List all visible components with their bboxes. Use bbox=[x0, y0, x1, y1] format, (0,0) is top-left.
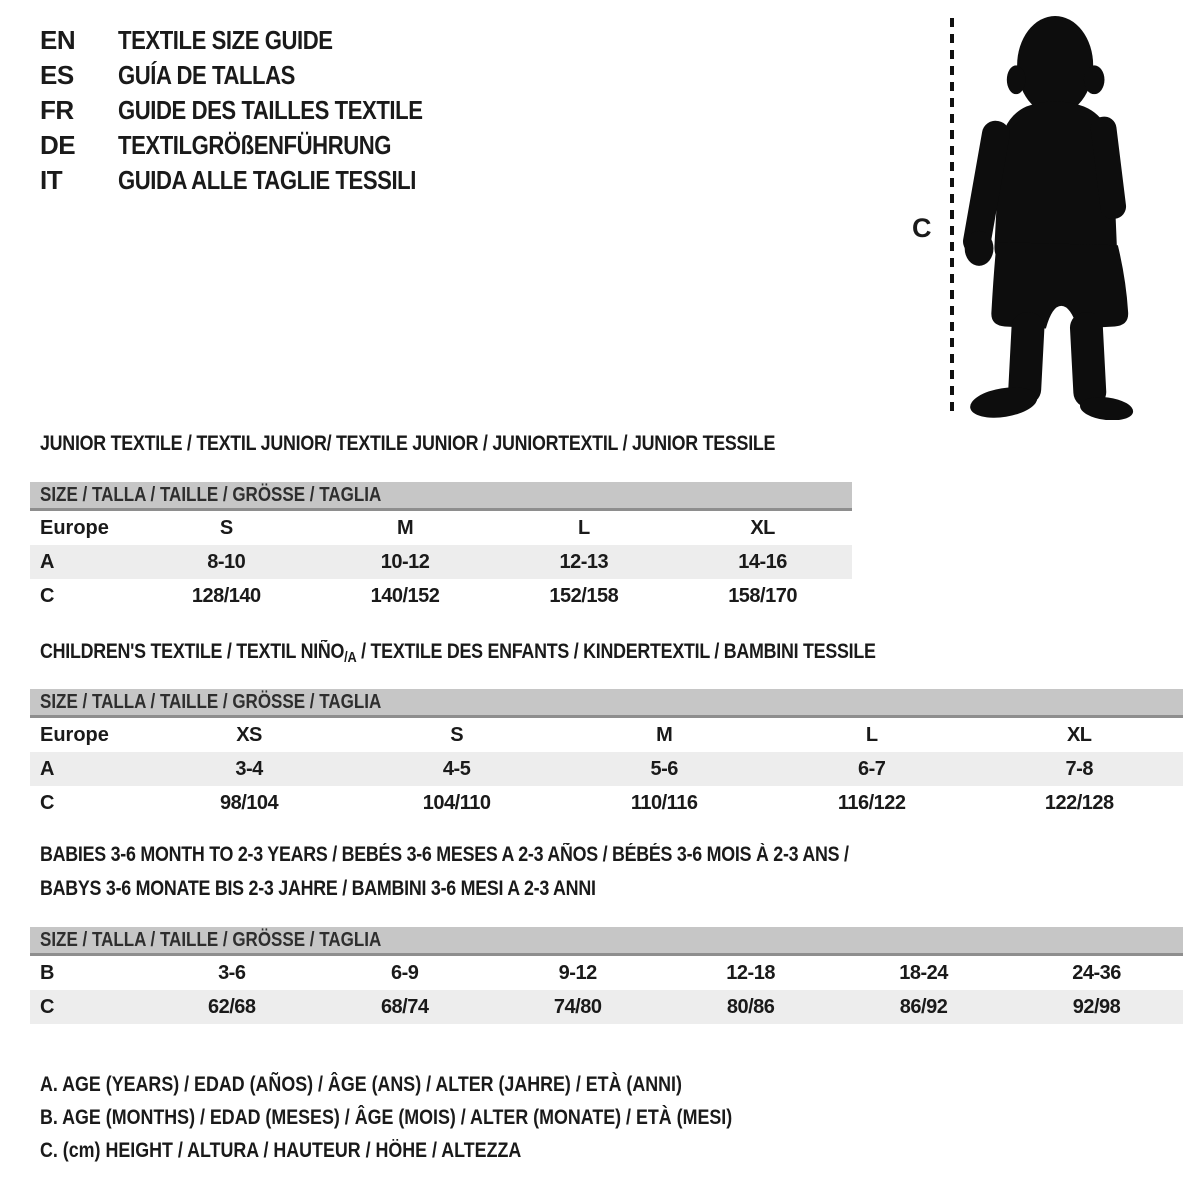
measure-legend bbox=[40, 1068, 854, 1167]
measure-c-label: C bbox=[912, 213, 932, 243]
language-row-it bbox=[40, 163, 476, 198]
babies-section-title: BABIES 3-6 MONTH TO 2-3 YEARS / BEBÉS 3-6 MESES A 2-3 AÑOS / BÉBÉS 3-6 MOIS À 2-3 ANS / BABYS 3-6 MONATE BIS 2-3 JAHRE / BAMBINI 3-6 MESI A 2-3 ANNI bbox=[40, 843, 849, 900]
height-cell: 116/122 bbox=[837, 791, 906, 814]
size-cell: XL bbox=[1066, 723, 1092, 746]
table-row-height bbox=[30, 786, 1183, 820]
age-cell: 6-7 bbox=[858, 757, 886, 780]
months-cell: 24-36 bbox=[1072, 961, 1121, 984]
table-row-age bbox=[30, 752, 1183, 786]
guide-title: GUÍA DE TALLAS bbox=[118, 60, 295, 90]
row-label: B bbox=[40, 961, 55, 984]
height-cell: 74/80 bbox=[553, 995, 602, 1018]
size-cell: L bbox=[577, 516, 590, 539]
size-cell: XL bbox=[750, 516, 775, 539]
guide-title: TEXTILGRÖßENFÜHRUNG bbox=[118, 130, 392, 160]
row-label: Europe bbox=[40, 723, 109, 746]
size-header-bar: SIZE / TALLA / TAILLE / GRÖSSE / TAGLIA bbox=[30, 927, 1183, 956]
height-cell: 80/86 bbox=[726, 995, 775, 1018]
height-cell: 158/170 bbox=[728, 584, 797, 607]
language-code: DE bbox=[40, 130, 76, 160]
months-cell: 18-24 bbox=[899, 961, 948, 984]
language-row-en bbox=[40, 23, 476, 58]
height-cell: 92/98 bbox=[1072, 995, 1121, 1018]
height-cell: 128/140 bbox=[191, 584, 261, 607]
height-cell: 68/74 bbox=[380, 995, 429, 1018]
language-code: ES bbox=[40, 60, 74, 90]
language-row-fr bbox=[40, 93, 476, 128]
height-cell: 140/152 bbox=[370, 584, 440, 607]
table-row-europe bbox=[30, 511, 852, 545]
age-cell: 10-12 bbox=[380, 550, 430, 573]
months-cell: 6-9 bbox=[391, 961, 419, 984]
junior-section-title: JUNIOR TEXTILE / TEXTIL JUNIOR/ TEXTILE JUNIOR / JUNIORTEXTIL / JUNIOR TESSILE bbox=[40, 432, 776, 455]
language-code: FR bbox=[40, 95, 74, 125]
guide-title: GUIDA ALLE TAGLIE TESSILI bbox=[118, 165, 416, 195]
height-measure-figure bbox=[890, 0, 1190, 430]
age-cell: 12-13 bbox=[559, 550, 609, 573]
row-label: A bbox=[40, 550, 55, 573]
size-cell: S bbox=[219, 516, 233, 539]
age-cell: 5-6 bbox=[650, 757, 678, 780]
legend-age-years: A. AGE (YEARS) / EDAD (AÑOS) / ÂGE (ANS) / ALTER (JAHRE) / ETÀ (ANNI) bbox=[40, 1072, 682, 1096]
children-size-table bbox=[30, 689, 1183, 820]
height-cell: 86/92 bbox=[899, 995, 948, 1018]
nino-a-subscript: /A bbox=[344, 649, 357, 666]
age-cell: 8-10 bbox=[207, 550, 246, 573]
toddler-silhouette-icon bbox=[962, 14, 1138, 420]
children-section-title: CHILDREN'S TEXTILE / TEXTIL $NIÑO_{/A}$ / TEXTILE DES ENFANTS / KINDERTEXTIL / BAMBINI TESSILE bbox=[40, 640, 876, 666]
legend-height-cm: C. (cm) HEIGHT / ALTURA / HAUTEUR / HÖHE / ALTEZZA bbox=[40, 1138, 522, 1162]
size-cell: S bbox=[450, 723, 464, 746]
height-cell: 152/158 bbox=[549, 584, 619, 607]
size-cell: XS bbox=[236, 723, 262, 746]
table-row-europe bbox=[30, 718, 1183, 752]
language-row-de bbox=[40, 128, 476, 163]
row-label: Europe bbox=[40, 516, 109, 539]
age-cell: 14-16 bbox=[738, 550, 787, 573]
table-row-height bbox=[30, 990, 1183, 1024]
size-header-bar: SIZE / TALLA / TAILLE / GRÖSSE / TAGLIA bbox=[30, 689, 1183, 718]
height-cell: 104/110 bbox=[422, 791, 491, 814]
row-label: C bbox=[40, 791, 55, 814]
height-cell: 122/128 bbox=[1044, 791, 1114, 814]
height-cell: 98/104 bbox=[219, 791, 279, 814]
row-label: C bbox=[40, 995, 55, 1018]
row-label: C bbox=[40, 584, 55, 607]
guide-title: GUIDE DES TAILLES TEXTILE bbox=[118, 95, 423, 125]
months-cell: 12-18 bbox=[726, 961, 775, 984]
row-label: A bbox=[40, 757, 55, 780]
table-row-height bbox=[30, 579, 852, 613]
size-cell: L bbox=[865, 723, 878, 746]
language-row-es bbox=[40, 58, 476, 93]
babies-size-table bbox=[30, 927, 1183, 1024]
height-cell: 110/116 bbox=[630, 791, 698, 814]
legend-age-months: B. AGE (MONTHS) / EDAD (MESES) / ÂGE (MOIS) / ALTER (MONATE) / ETÀ (MESI) bbox=[40, 1105, 733, 1129]
age-cell: 7-8 bbox=[1065, 757, 1093, 780]
size-cell: M bbox=[656, 723, 673, 746]
guide-title: TEXTILE SIZE GUIDE bbox=[118, 25, 333, 55]
language-code: EN bbox=[40, 25, 76, 55]
months-cell: 9-12 bbox=[558, 961, 597, 984]
junior-size-table bbox=[30, 482, 852, 613]
age-cell: 4-5 bbox=[442, 757, 471, 780]
language-code: IT bbox=[40, 165, 63, 195]
language-title-list bbox=[40, 23, 476, 198]
table-row-age bbox=[30, 545, 852, 579]
age-cell: 3-4 bbox=[235, 757, 263, 780]
dashed-height-line bbox=[948, 18, 956, 418]
size-header-bar: SIZE / TALLA / TAILLE / GRÖSSE / TAGLIA bbox=[30, 482, 852, 511]
months-cell: 3-6 bbox=[218, 961, 246, 984]
size-cell: M bbox=[396, 516, 414, 539]
height-cell: 62/68 bbox=[207, 995, 256, 1018]
table-row-months bbox=[30, 956, 1183, 990]
